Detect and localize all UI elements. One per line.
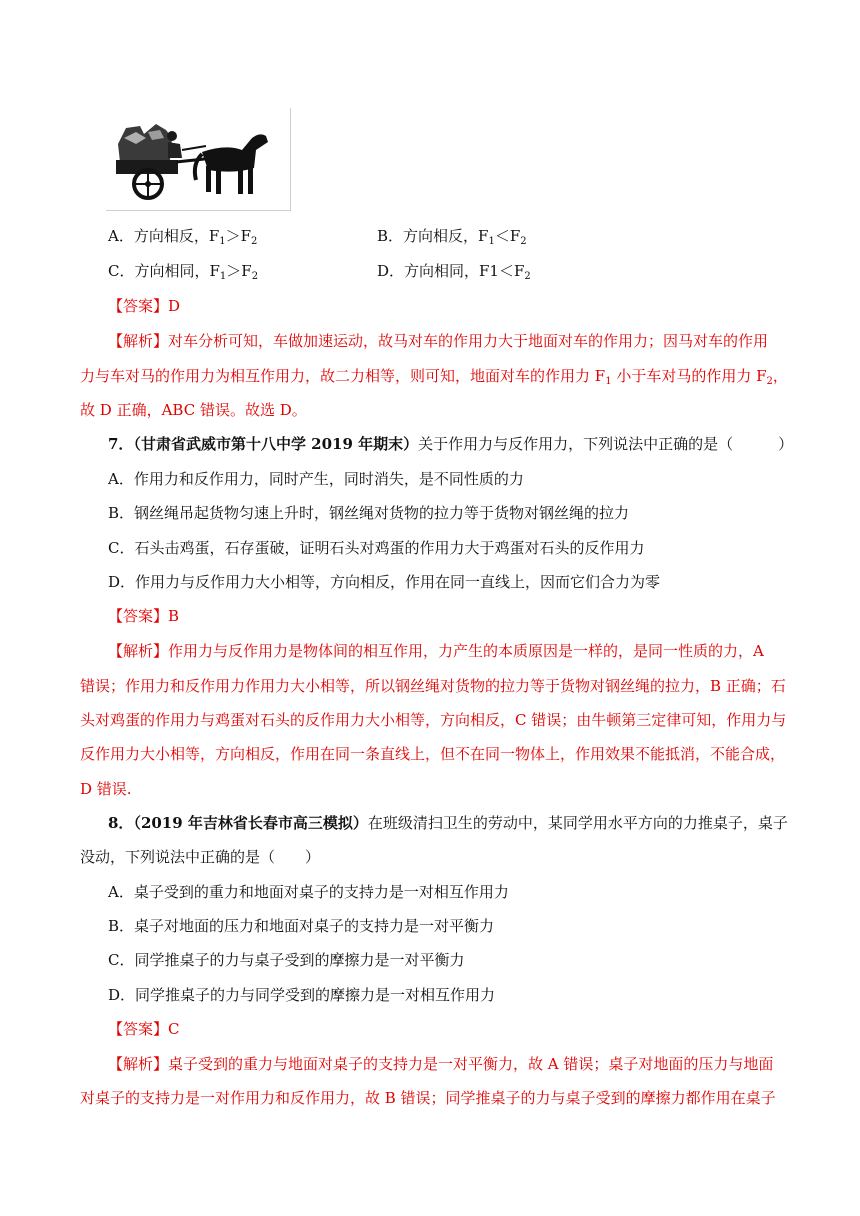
q7-option-d: D．作用力与反作用力大小相等，方向相反，作用在同一直线上，因而它们合力为零 bbox=[108, 573, 661, 591]
q6-analysis-line-1: 【解析】对车分析可知，车做加速运动，故马对车的作用力大于地面对车的作用力；因马对车的作用 bbox=[108, 332, 769, 350]
q8-option-c: C．同学推桌子的力与桌子受到的摩擦力是一对平衡力 bbox=[108, 951, 465, 969]
q7-option-b: B．钢丝绳吊起货物匀速上升时，钢丝绳对货物的拉力等于货物对钢丝绳的拉力 bbox=[108, 504, 630, 522]
q8-analysis-line-1: 【解析】桌子受到的重力与地面对桌子的支持力是一对平衡力，故 A 错误；桌子对地面的压力与地面 bbox=[108, 1055, 774, 1073]
q8-option-d: D．同学推桌子的力与同学受到的摩擦力是一对相互作用力 bbox=[108, 986, 496, 1004]
q6-analysis-line-3: 故 D 正确，ABC 错误。故选 D。 bbox=[80, 401, 307, 419]
q8-option-b: B．桌子对地面的压力和地面对桌子的支持力是一对平衡力 bbox=[108, 917, 495, 935]
q7-analysis-line-3: 头对鸡蛋的作用力与鸡蛋对石头的反作用力大小相等，方向相反，C 错误；由牛顿第三定律可知，作用力与 bbox=[80, 711, 787, 729]
q6-option-c: C．方向相同，$F_1>F_2$ bbox=[108, 262, 259, 282]
q8-analysis-line-2: 对桌子的支持力是一对作用力和反作用力，故 B 错误；同学推桌子的力与桌子受到的摩擦力都作用在桌子 bbox=[80, 1089, 776, 1107]
q6-option-d: D．方向相同，$F1<F_2$ bbox=[377, 262, 531, 282]
q8-stem-line-1: 8．（2019 年吉林省长春市高三模拟）在班级清扫卫生的劳动中，某同学用水平方向的力推桌子，桌子 bbox=[108, 814, 788, 832]
horse-cart-illustration bbox=[106, 108, 290, 210]
q7-stem: 7．（甘肃省武威市第十八中学 2019 年期末）关于作用力与反作用力，下列说法中正确的是（ ） bbox=[108, 435, 794, 453]
q7-answer: 【答案】B bbox=[108, 607, 180, 625]
q8-stem-line-2: 没动，下列说法中正确的是（ ） bbox=[80, 848, 321, 866]
q6-answer: 【答案】D bbox=[108, 297, 181, 315]
q6-option-a: A．方向相反，$F_1>F_2$ bbox=[108, 227, 258, 247]
q8-answer: 【答案】C bbox=[108, 1020, 180, 1038]
q8-option-a: A．桌子受到的重力和地面对桌子的支持力是一对相互作用力 bbox=[108, 883, 509, 901]
q7-analysis-line-5: D 错误. bbox=[80, 780, 132, 798]
q7-option-c: C．石头击鸡蛋，石存蛋破，证明石头对鸡蛋的作用力大于鸡蛋对石头的反作用力 bbox=[108, 539, 645, 557]
q6-analysis-line-2: 力与车对马的作用力为相互作用力，故二力相等，则可知，地面对车的作用力 $F_1$ 小于车对马的作用力 $F_2$， bbox=[80, 367, 788, 387]
q7-option-a: A．作用力和反作用力，同时产生，同时消失，是不同性质的力 bbox=[108, 470, 524, 488]
q7-analysis-line-4: 反作用力大小相等，方向相反，作用在同一条直线上，但不在同一物体上，作用效果不能抵消，不能合成， bbox=[80, 745, 786, 763]
q7-analysis-line-1: 【解析】作用力与反作用力是物体间的相互作用，力产生的本质原因是一样的，是同一性质的力，A bbox=[108, 642, 764, 660]
horse-cart-figure bbox=[106, 108, 291, 211]
q6-option-b: B．方向相反，$F_1<F_2$ bbox=[377, 227, 527, 247]
q7-analysis-line-2: 错误；作用力和反作用力作用力大小相等，所以钢丝绳对货物的拉力等于货物对钢丝绳的拉力，B 正确；石 bbox=[80, 677, 786, 695]
